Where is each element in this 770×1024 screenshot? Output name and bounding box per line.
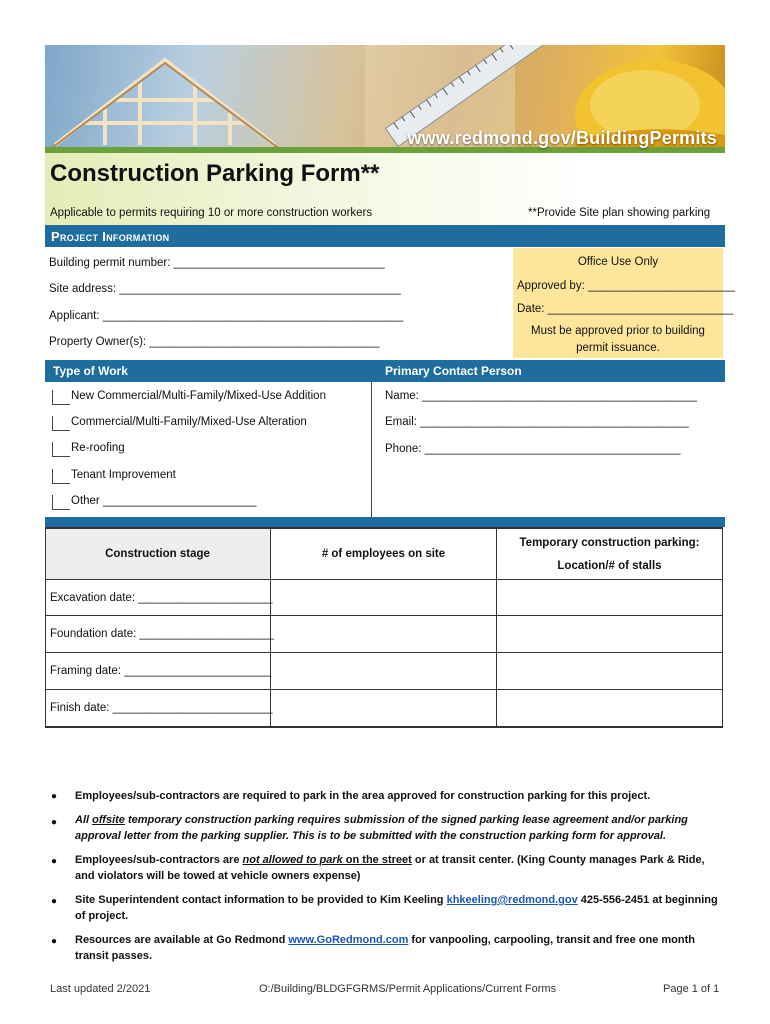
- note-parking-area: Employees/sub-contractors are required to park in the area approved for construction parking for this project.: [75, 790, 651, 802]
- work-type-new-commercial: New Commercial/Multi-Family/Mixed-Use Addition: [71, 390, 326, 402]
- approval-note-line1: Must be approved prior to building: [531, 325, 705, 337]
- bullet-icon: ●: [51, 791, 58, 802]
- project-information-label: Project Information: [51, 229, 170, 244]
- footer-last-updated: Last updated 2/2021: [50, 983, 151, 995]
- approval-note-line2: permit issuance.: [576, 342, 660, 354]
- construction-stage-table: [45, 527, 723, 727]
- contact-phone-field[interactable]: Phone: ________________________________________: [385, 443, 681, 455]
- bullet-icon: ●: [51, 817, 58, 828]
- office-date-field[interactable]: Date: _____________________________: [517, 303, 734, 315]
- banner-url-text: www.redmond.gov/BuildingPermits: [407, 128, 717, 148]
- checkbox-reroofing[interactable]: [52, 442, 70, 457]
- framing-date-field[interactable]: Framing date: _______________________: [50, 665, 272, 677]
- building-permit-field[interactable]: Building permit number: _________________________________: [49, 257, 385, 269]
- email-link[interactable]: khkeeling@redmond.gov: [446, 894, 578, 906]
- finish-date-field[interactable]: Finish date: _________________________: [50, 702, 273, 714]
- primary-contact-label: Primary Contact Person: [385, 364, 522, 378]
- form-title: Construction Parking Form**: [50, 160, 380, 187]
- work-type-tenant-improvement: Tenant Improvement: [71, 469, 176, 481]
- bullet-icon: ●: [51, 856, 58, 867]
- col-construction-stage: Construction stage: [105, 548, 210, 560]
- bullet-icon: ●: [51, 896, 58, 907]
- column-divider: [371, 382, 372, 517]
- checkbox-tenant-improvement[interactable]: [52, 469, 70, 484]
- checkbox-other[interactable]: [52, 495, 70, 510]
- work-type-other[interactable]: Other ________________________: [71, 495, 257, 507]
- office-use-title: Office Use Only: [577, 256, 659, 268]
- col-location-stalls: Location/# of stalls: [557, 560, 662, 572]
- office-use-box: [513, 248, 736, 358]
- header-banner-image: [45, 45, 725, 153]
- type-of-work-label: Type of Work: [53, 364, 128, 378]
- note-superintendent: Site Superintendent contact information to be provided to Kim Keeling khkeeling@redmond.gov 425-556-2451 at beginning of project.: [75, 894, 718, 922]
- site-address-field[interactable]: Site address: ____________________________________________: [49, 283, 401, 295]
- section-divider-bar: [45, 517, 725, 527]
- footer-page-number: Page 1 of 1: [663, 983, 720, 995]
- note-street-parking: Employees/sub-contractors are not allowed to park on the street or at transit center. (King County manages Park & Ride, and violators will be towed at vehicle owners expense): [75, 854, 705, 882]
- goredmond-link[interactable]: www.GoRedmond.com: [288, 934, 409, 946]
- work-type-alteration: Commercial/Multi-Family/Mixed-Use Alteration: [71, 416, 307, 428]
- col-temp-parking: Temporary construction parking:: [519, 537, 700, 549]
- approved-by-field[interactable]: Approved by: _______________________: [517, 280, 736, 292]
- foundation-date-field[interactable]: Foundation date: _____________________: [50, 628, 274, 640]
- type-of-work-bar: [45, 360, 725, 382]
- bullet-icon: ●: [51, 936, 58, 947]
- project-information-bar: [45, 225, 725, 247]
- contact-name-field[interactable]: Name: ___________________________________________: [385, 390, 698, 402]
- work-type-reroofing: Re-roofing: [71, 442, 125, 454]
- footer-file-path: O:/Building/BLDGFGRMS/Permit Applications/Current Forms: [259, 983, 557, 995]
- checkbox-new-commercial[interactable]: [52, 390, 70, 405]
- note-offsite-parking: All offsite temporary construction parking requires submission of the signed parking lease agreement and/or parking approval letter from the parking supplier. This is to be submitted with the construction parking form for approval.: [75, 814, 688, 842]
- site-plan-note: **Provide Site plan showing parking: [528, 207, 711, 219]
- col-employees-on-site: # of employees on site: [321, 548, 446, 560]
- applicant-field[interactable]: Applicant: _______________________________________________: [49, 310, 404, 322]
- excavation-date-field[interactable]: Excavation date: _____________________: [50, 592, 273, 604]
- contact-email-field[interactable]: Email: __________________________________________: [385, 416, 689, 428]
- property-owners-field[interactable]: Property Owner(s): ____________________________________: [49, 336, 380, 348]
- form-subtitle: Applicable to permits requiring 10 or more construction workers: [50, 207, 373, 219]
- checkbox-alteration[interactable]: [52, 416, 70, 431]
- note-resources: Resources are available at Go Redmond www.GoRedmond.com for vanpooling, carpooling, transit and free one month transit passes.: [75, 934, 695, 962]
